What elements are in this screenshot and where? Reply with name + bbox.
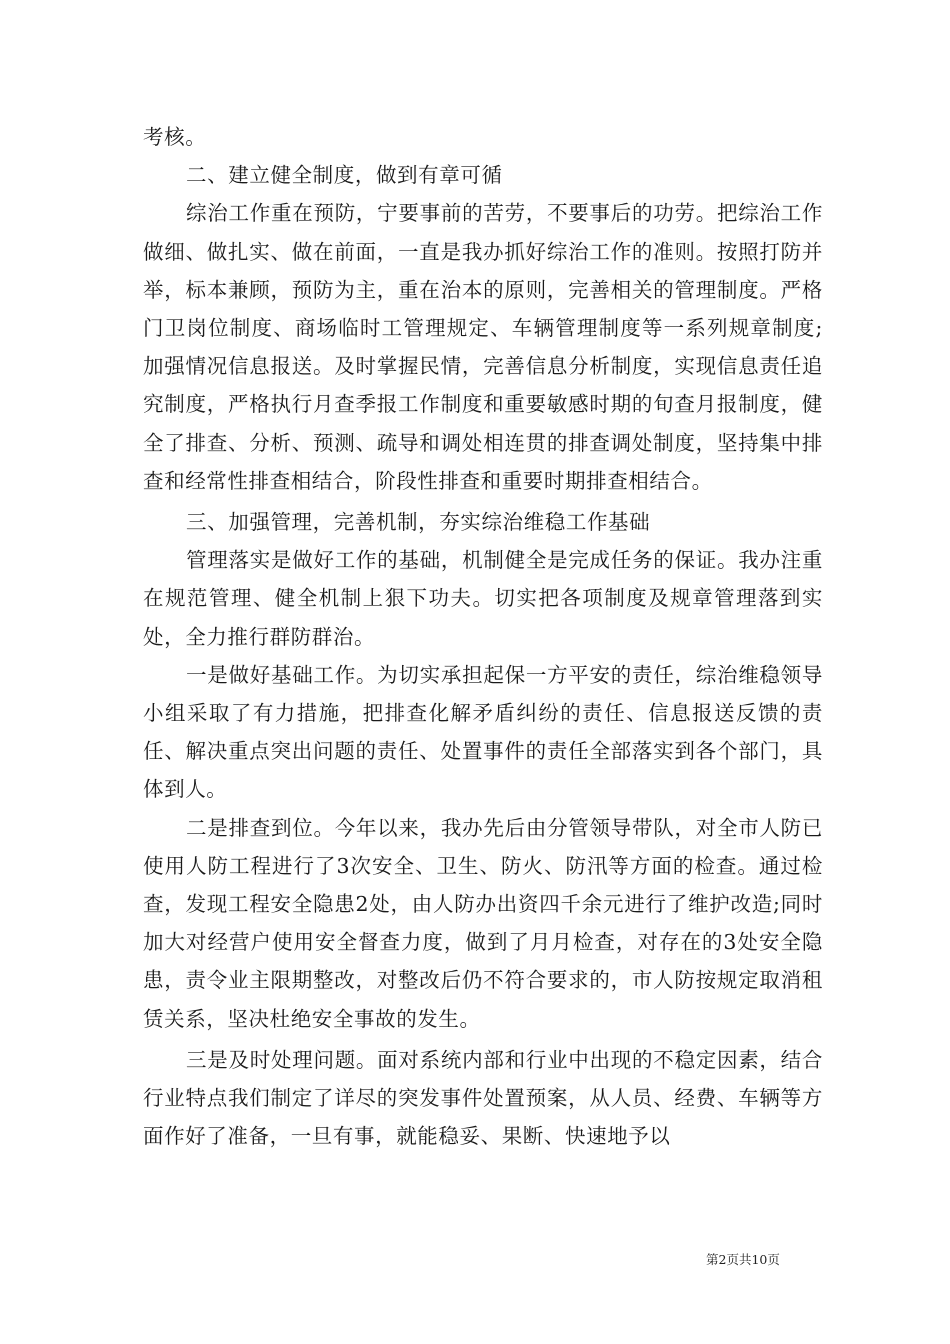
section-heading-3: 三、加强管理，完善机制，夯实综治维稳工作基础 — [186, 510, 651, 535]
document-body — [143, 118, 823, 1155]
paragraph-8: 三是及时处理问题。面对系统内部和行业中出现的不稳定因素，结合行业特点我们制定了详尽的突发事件处置预案，从人员、经费、车辆等方面作好了准备，一旦有事，就能稳妥、果断、快速地予以 — [143, 1047, 823, 1149]
paragraph-7: 二是排查到位。今年以来，我办先后由分管领导带队，对全市人防已使用人防工程进行了3次安全、卫生、防火、防汛等方面的检查。通过检查，发现工程安全隐患2处，由人防办出资四千余元进行了维护改造;同时加大对经营户使用安全督查力度，做到了月月检查，对存在的3处安全隐患，责令业主限期整改，对整改后仍不符合要求的，市人防按规定取消租赁关系，坚决杜绝安全事故的发生。 — [143, 815, 823, 1031]
paragraph-5: 管理落实是做好工作的基础，机制健全是完成任务的保证。我办注重在规范管理、健全机制上狠下功夫。切实把各项制度及规章管理落到实处，全力推行群防群治。 — [143, 548, 823, 649]
paragraph-6: 一是做好基础工作。为切实承担起保一方平安的责任，综治维稳领导小组采取了有力措施，把排查化解矛盾纠纷的责任、信息报送反馈的责任、解决重点突出问题的责任、处置事件的责任全部落实到各个部门，具体到人。 — [143, 662, 823, 802]
page-number: 第2页共10页 — [706, 1252, 780, 1267]
paragraph-1: 考核。 — [143, 125, 207, 149]
section-heading-2: 二、建立健全制度，做到有章可循 — [186, 163, 503, 188]
paragraph-3: 综治工作重在预防，宁要事前的苦劳，不要事后的功劳。把综治工作做细、做扎实、做在前面，一直是我办抓好综治工作的准则。按照打防并举，标本兼顾，预防为主，重在治本的原则，完善相关的管理制度。严格门卫岗位制度、商场临时工管理规定、车辆管理制度等一系列规章制度;加强情况信息报送。及时掌握民情，完善信息分析制度，实现信息责任追究制度，严格执行月查季报工作制度和重要敏感时期的旬查月报制度，健全了排查、分析、预测、疏导和调处相连贯的排查调处制度，坚持集中排查和经常性排查相结合，阶段性排查和重要时期排查相结合。 — [143, 201, 823, 493]
